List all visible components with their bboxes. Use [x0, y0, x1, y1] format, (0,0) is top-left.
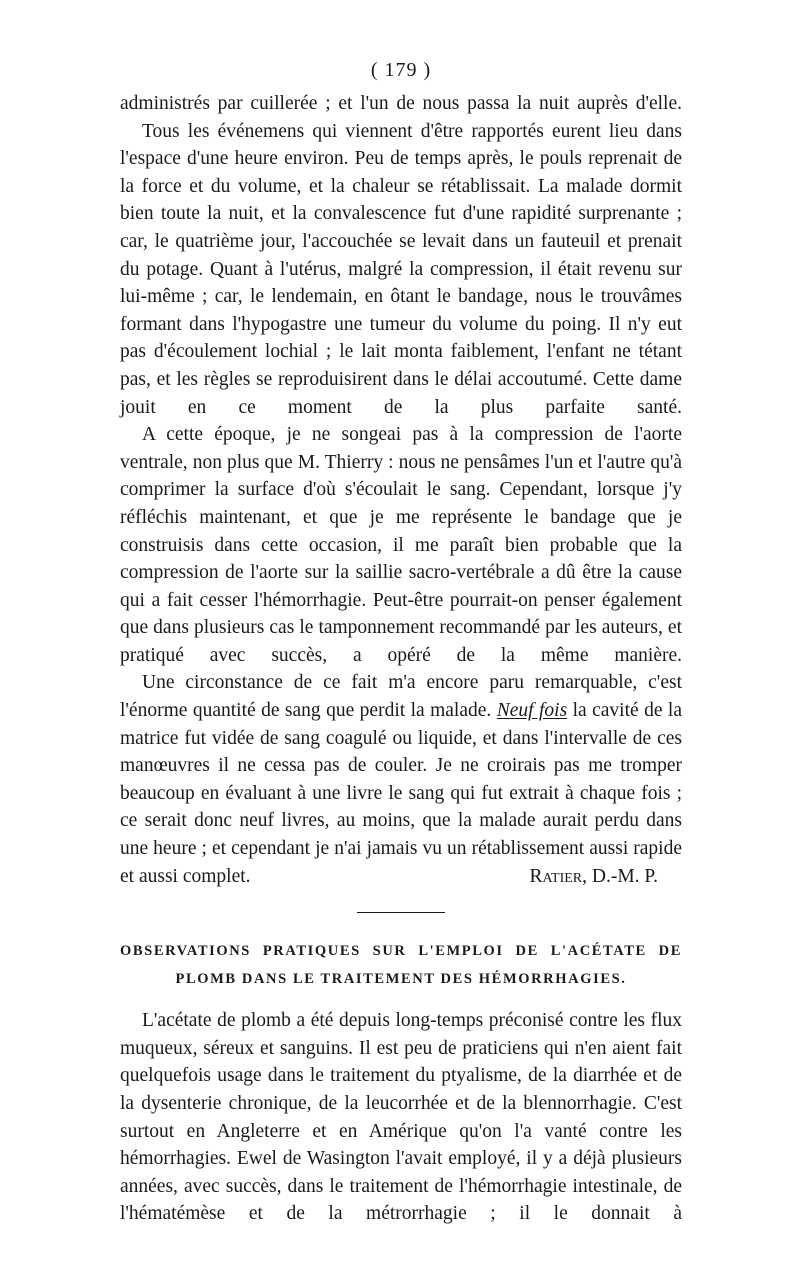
paragraph-compression: A cette époque, je ne songeai pas à la compression de l'aorte ventrale, non plus que M. Thierry : nous ne pensâmes l'un et l'autre qu'à comprimer la surface d'où s'écoulait le sang. Cependant, lorsque j'y réfléchis maintenant, et que je me représente le bandage que je construisis dans cette occasion, il me paraît bien probable que la compression de l'aorte sur la saillie sacro-vertébrale a dû être la cause qui a fait cesser l'hémorrhagie. Peut-être pourrait-on penser également que dans plusieurs cas le tamponnement recommandé par les auteurs, et pratiqué avec succès, a opéré de la même manière. [120, 424, 682, 666]
paragraph-continuation: administrés par cuillerée ; et l'un de nous passa la nuit auprès d'elle. [120, 93, 682, 114]
paragraph-final-line: et aussi complet. [120, 865, 251, 887]
paragraph-blood-quantity-rest: la cavité de la matrice fut vidée de sang coagulé ou liquide, et dans l'intervalle de ces manœuvres il ne cessa pas de couler. Je ne croirais pas me tromper beaucoup en évaluant à une livre le sang qui fut extrait à chaque fois ; ce serait donc neuf livres, au moins, que la malade aurait perdu dans une heure ; et cependant je n'ai jamais vu un rétablissement aussi rapide [120, 700, 682, 860]
section-heading-line1: OBSERVATIONS PRATIQUES SUR L'EMPLOI DE L'ACÉTATE DE [120, 943, 682, 960]
signature-line [120, 863, 682, 891]
section-divider [357, 912, 445, 913]
book-page [120, 56, 682, 1228]
italic-neuf-fois: Neuf fois [496, 700, 568, 722]
paragraph-blood-quantity [120, 669, 682, 862]
paragraph-acetate: L'acétate de plomb a été depuis long-temps préconisé contre les flux muqueux, séreux et sanguins. Il est peu de praticiens qui n'en aient fait quelquefois usage dans le traitement du ptyalisme, de la diarrhée et de la dysenterie chronique, de la leucorrhée et de la blennorrhagie. C'est surtout en Angleterre et en Amérique qu'on l'a vanté contre les hémorrhagies. Ewel de Wasington l'avait employé, il y a déjà plusieurs années, avec succès, dans le traitement de l'hémorrhagie intestinale, de l'hématémèse et de la métrorrhagie ; il le donnait à [120, 1010, 682, 1225]
page-number: ( 179 ) [370, 59, 432, 81]
paragraph-events: Tous les événemens qui viennent d'être rapportés eurent lieu dans l'espace d'une heure environ. Peu de temps après, le pouls reprenait de la force et du volume, et la chaleur se rétablissait. La malade dormit bien toute la nuit, et la convalescence fut d'une rapidité surprenante ; car, le quatrième jour, l'accouchée se levait dans un fauteuil et prenait du potage. Quant à l'utérus, malgré la compression, il était revenu sur lui-même ; car, le lendemain, en ôtant le bandage, nous le trouvâmes formant dans l'hypogastre une tumeur du volume du poing. Il n'y eut pas d'écoulement lochial ; le lait monta faiblement, l'enfant ne tétant pas, et les règles se reproduisirent dans le délai accoutumé. Cette dame jouit en ce moment de la plus parfaite santé. [120, 120, 682, 418]
section-heading-line2: PLOMB DANS LE TRAITEMENT DES HÉMORRHAGIES. [175, 971, 627, 988]
paragraph-blood-quantity-start: Une circonstance de ce fait m'a encore paru remarquable, c'est l'énorme quantité de sang que perdit la malade. [120, 672, 682, 722]
section-heading [120, 937, 682, 993]
author-name: Ratier [529, 865, 583, 887]
author-title: , D.-M. P. [582, 865, 658, 887]
author-signature [529, 863, 682, 891]
